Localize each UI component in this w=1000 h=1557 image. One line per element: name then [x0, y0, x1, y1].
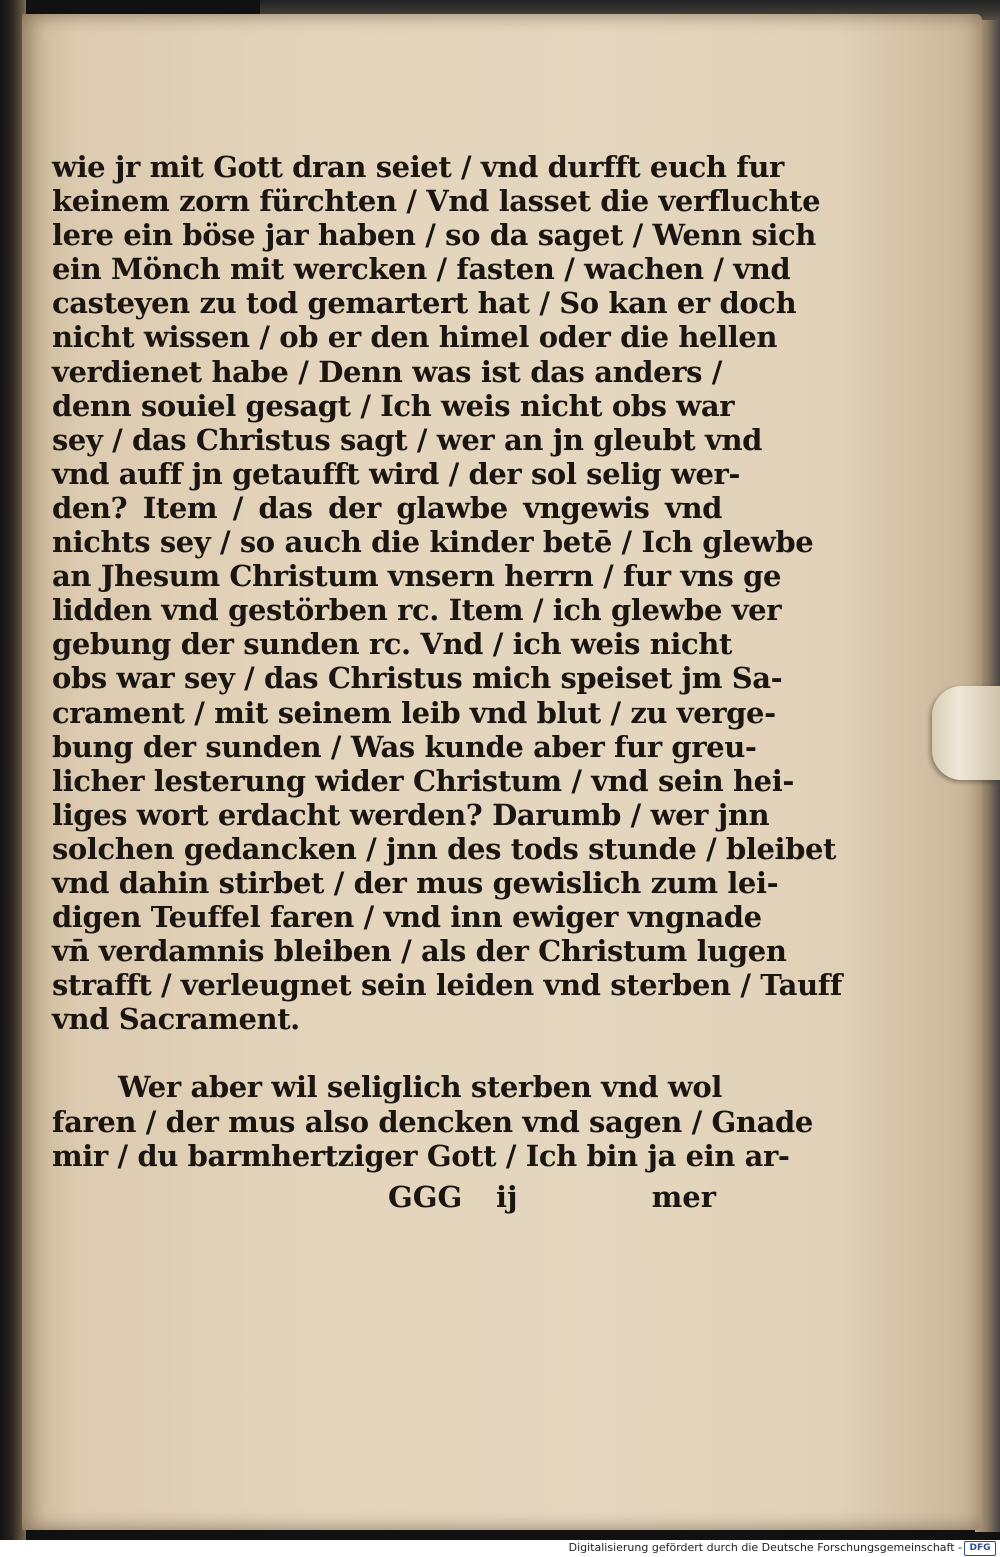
text-line: gebung der sunden rc. Vnd / ich weis nicht [52, 627, 732, 662]
text-line: mir / du barmhertziger Gott / Ich bin ja ein ar- [52, 1138, 790, 1173]
text-line: crament / mit seinem leib vnd blut / zu verge- [52, 695, 776, 730]
text-line: keinem zorn fürchten / Vnd lasset die verfluchte [52, 184, 821, 219]
paragraph-gap [52, 1036, 722, 1070]
text-line: vnd Sacrament. [52, 1002, 300, 1037]
text-line: casteyen zu tod gemartert hat / So kan er doch [52, 286, 797, 321]
text-line: denn souiel gesagt / Ich weis nicht obs war [52, 388, 735, 423]
digitization-credit: Digitalisierung gefördert durch die Deutsche Forschungsgemeinschaft - [568, 1541, 962, 1554]
dfg-logo-icon: DFG [964, 1541, 996, 1556]
text-line: liges wort erdacht werden? Darumb / wer jnn [52, 797, 770, 832]
page-clip-tab [932, 686, 1000, 780]
signature-mark: GGG [388, 1180, 463, 1214]
text-line: vnd dahin stirbet / der mus gewislich zum lei- [52, 865, 779, 900]
text-line: den? Item / das der glawbe vngewis vnd [52, 490, 722, 525]
text-line: bung der sunden / Was kunde aber fur greu- [52, 729, 757, 764]
text-line: Wer aber wil seliglich sterben vnd wol [118, 1070, 722, 1105]
text-line: an Jhesum Christum vnsern herrn / fur vns ge [52, 559, 782, 594]
catchword: mer [651, 1180, 716, 1214]
text-line: lere ein böse jar haben / so da saget / Wenn sich [52, 218, 816, 253]
text-line: vnd auff jn getaufft wird / der sol selig wer- [52, 456, 741, 491]
text-line: strafft / verleugnet sein leiden vnd sterben / Tauff [52, 968, 842, 1003]
text-line: faren / der mus also dencken vnd sagen / Gnade [52, 1104, 813, 1139]
text-line: nichts sey / so auch die kinder betē / Ich glewbe [52, 525, 814, 560]
text-line: licher lesterung wider Christum / vnd sein hei- [52, 763, 794, 798]
text-line: lidden vnd gestörben rc. Item / ich glewbe ver [52, 593, 782, 628]
text-line: ein Mönch mit wercken / fasten / wachen / vnd [52, 252, 791, 287]
text-line: digen Teuffel faren / vnd inn ewiger vngnade [52, 900, 762, 935]
text-line: nicht wissen / ob er den himel oder die hellen [52, 320, 778, 355]
text-line: obs war sey / das Christus mich speiset jm Sa- [52, 661, 783, 696]
text-line: verdienet habe / Denn was ist das anders / [52, 354, 722, 389]
text-line: solchen gedancken / jnn des tods stunde / bleibet [52, 831, 837, 866]
text-line: wie jr mit Gott dran seiet / vnd durfft euch fur [52, 150, 784, 184]
page-footer [388, 1180, 716, 1216]
text-line: vn̄ verdamnis bleiben / als der Christum lugen [52, 934, 787, 969]
folio-number: ij [496, 1180, 518, 1214]
text-line: sey / das Christus sagt / wer an jn gleubt vnd [52, 422, 763, 457]
body-text [52, 150, 842, 1173]
